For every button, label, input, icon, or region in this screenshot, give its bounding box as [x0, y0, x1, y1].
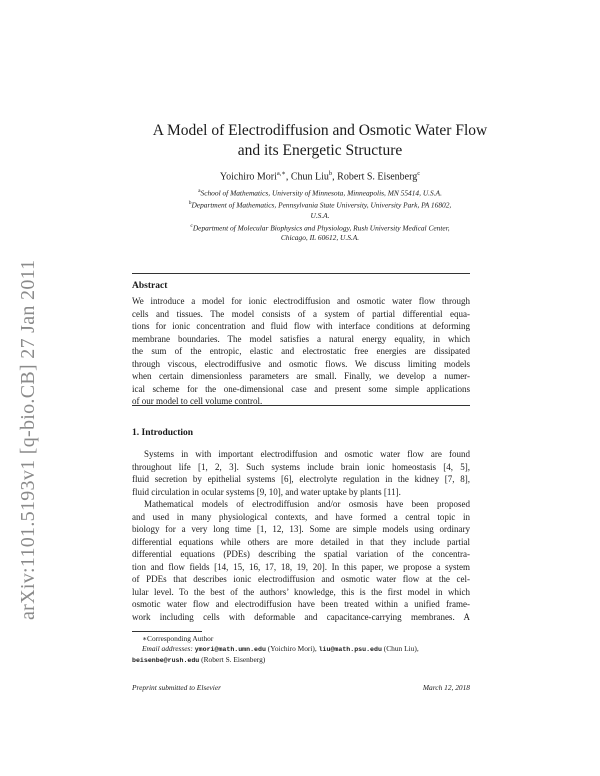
abstract-line: ical scheme for the one-dimensional case and present some simple applications: [132, 383, 470, 394]
affiliation-text: School of Mathematics, University of Minnesota, Minneapolis, MN 55414, U.S.A.: [200, 188, 442, 198]
author-separator: ,: [285, 171, 291, 183]
intro-line: of PDEs that describes ionic electrodiffusion and osmotic water flow at the cel-: [132, 574, 470, 584]
affiliation-line: [110, 186, 530, 198]
paper-title: [100, 121, 540, 161]
affiliation-text: U.S.A.: [310, 210, 330, 220]
footnotes: [132, 634, 470, 666]
intro-line: and used in many physiological contexts, and have formed a central topic in: [132, 511, 470, 522]
affiliation-text: Chicago, IL 60612, U.S.A.: [280, 233, 360, 243]
email-link[interactable]: ymori@math.umn.edu: [194, 646, 266, 653]
affiliation-line: [110, 198, 530, 210]
affiliation-mark: a: [198, 188, 201, 194]
email-owner: (Robert S. Eisenberg): [201, 655, 266, 664]
intro-line: biology for a very long time [1, 12, 13]. Some are simple models using ordinary: [132, 524, 470, 534]
abstract-line: through viscous, electrodiffusive and osmotic flows. We discuss limiting models: [132, 358, 470, 369]
affiliation-line: [110, 233, 530, 243]
email-addresses-line: [132, 655, 470, 666]
affiliation-text: Department of Molecular Biophysics and Physiology, Rush University Medical Center,: [192, 223, 450, 233]
intro-line: work including cells with deformable and capacitance-carrying membranes. A: [132, 611, 470, 622]
intro-line: fluid secretion by epithelial systems [6], electrolyte regulation in the kidney [7, 8],: [132, 474, 470, 484]
section-heading-introduction: 1. Introduction: [132, 428, 194, 438]
intro-line: differential equations while others are more detailed in that they include partial: [132, 536, 470, 547]
intro-line: lular level. To the best of the authors’ knowledge, this is the first model in which: [132, 586, 470, 597]
abstract-line: of our model to cell volume control.: [132, 396, 263, 406]
abstract-line: membrane boundaries. The model satisfies a natural energy equality, in which: [132, 333, 470, 344]
affiliation-line: [110, 211, 530, 221]
introduction-body: [132, 448, 470, 623]
affiliations: [110, 186, 530, 243]
abstract-bottom-rule: [132, 405, 470, 406]
corresponding-author-note: ∗Corresponding Author: [142, 634, 214, 643]
abstract-line: the sum of the entropic, elastic and electrostatic free energies are dissipated: [132, 346, 470, 356]
intro-line: Systems in with important electrodiffusion and osmotic water flow are found: [144, 449, 470, 459]
arxiv-id-text: arXiv:1101.5193v1 [q-bio.CB] 27 Jan 2011: [17, 259, 39, 620]
email-label: Email addresses:: [142, 644, 193, 653]
email-owner: (Yoichiro Mori),: [267, 644, 317, 653]
arxiv-identifier: [6, 120, 46, 620]
author-mark: c: [417, 170, 421, 177]
author-mark: a,∗: [276, 170, 286, 177]
intro-line: tion and flow fields [14, 15, 16, 17, 18, 19, 20]. In this paper, we propose a system: [132, 561, 470, 572]
email-owner: (Chun Liu),: [383, 644, 419, 653]
email-link[interactable]: liu@math.psu.edu: [318, 646, 382, 653]
footnote-rule: [132, 631, 202, 632]
intro-line: throughout life [1, 2, 3]. Such systems include brain ionic homeostasis [4, 5],: [132, 461, 470, 472]
abstract-line: when certain dimensionless parameters are small. Finally, we develop a numer-: [132, 371, 470, 381]
intro-line: osmotic water flow and electrodiffusion have been treated within a unified frame-: [132, 599, 470, 609]
affiliation-text: Department of Mathematics, Pennsylvania State University, University Park, PA 16802,: [191, 200, 452, 210]
page-footer: [132, 683, 470, 692]
author-separator: ,: [332, 171, 338, 183]
abstract-heading: Abstract: [132, 281, 168, 291]
intro-line: differential equations (PDEs) describing the spatial variation of the concentra-: [132, 549, 470, 559]
preprint-note: Preprint submitted to Elsevier: [132, 683, 222, 692]
author-name: Robert S. Eisenberg: [337, 171, 418, 183]
author-list: [100, 169, 540, 182]
intro-line: Mathematical models of electrodiffusion and/or osmosis have been proposed: [144, 499, 470, 509]
author-mark: b: [328, 170, 333, 177]
title-line: and its Energetic Structure: [237, 142, 403, 159]
email-link[interactable]: beisenbe@rush.edu: [132, 657, 200, 664]
abstract-top-rule: [132, 273, 470, 274]
abstract-line: We introduce a model for ionic electrodiffusion and osmotic water flow through: [132, 296, 470, 306]
author-name: Yoichiro Mori: [219, 171, 277, 183]
abstract-body: [132, 295, 470, 408]
title-line: A Model of Electrodiffusion and Osmotic Water Flow: [152, 122, 488, 139]
footer-date: March 12, 2018: [422, 683, 470, 692]
email-addresses-line: [132, 644, 470, 655]
affiliation-mark: b: [188, 200, 192, 207]
abstract-line: tions for ionic concentration and fluid flow with interface conditions at deforming: [132, 321, 470, 331]
affiliation-mark: c: [190, 222, 193, 229]
author-name: Chun Liu: [290, 171, 329, 183]
affiliation-line: [110, 221, 530, 233]
intro-line: fluid circulation in ocular systems [9, 10], and water uptake by plants [11].: [132, 486, 401, 497]
abstract-line: cells and tissues. The model consists of a system of partial differential equa-: [132, 308, 470, 319]
